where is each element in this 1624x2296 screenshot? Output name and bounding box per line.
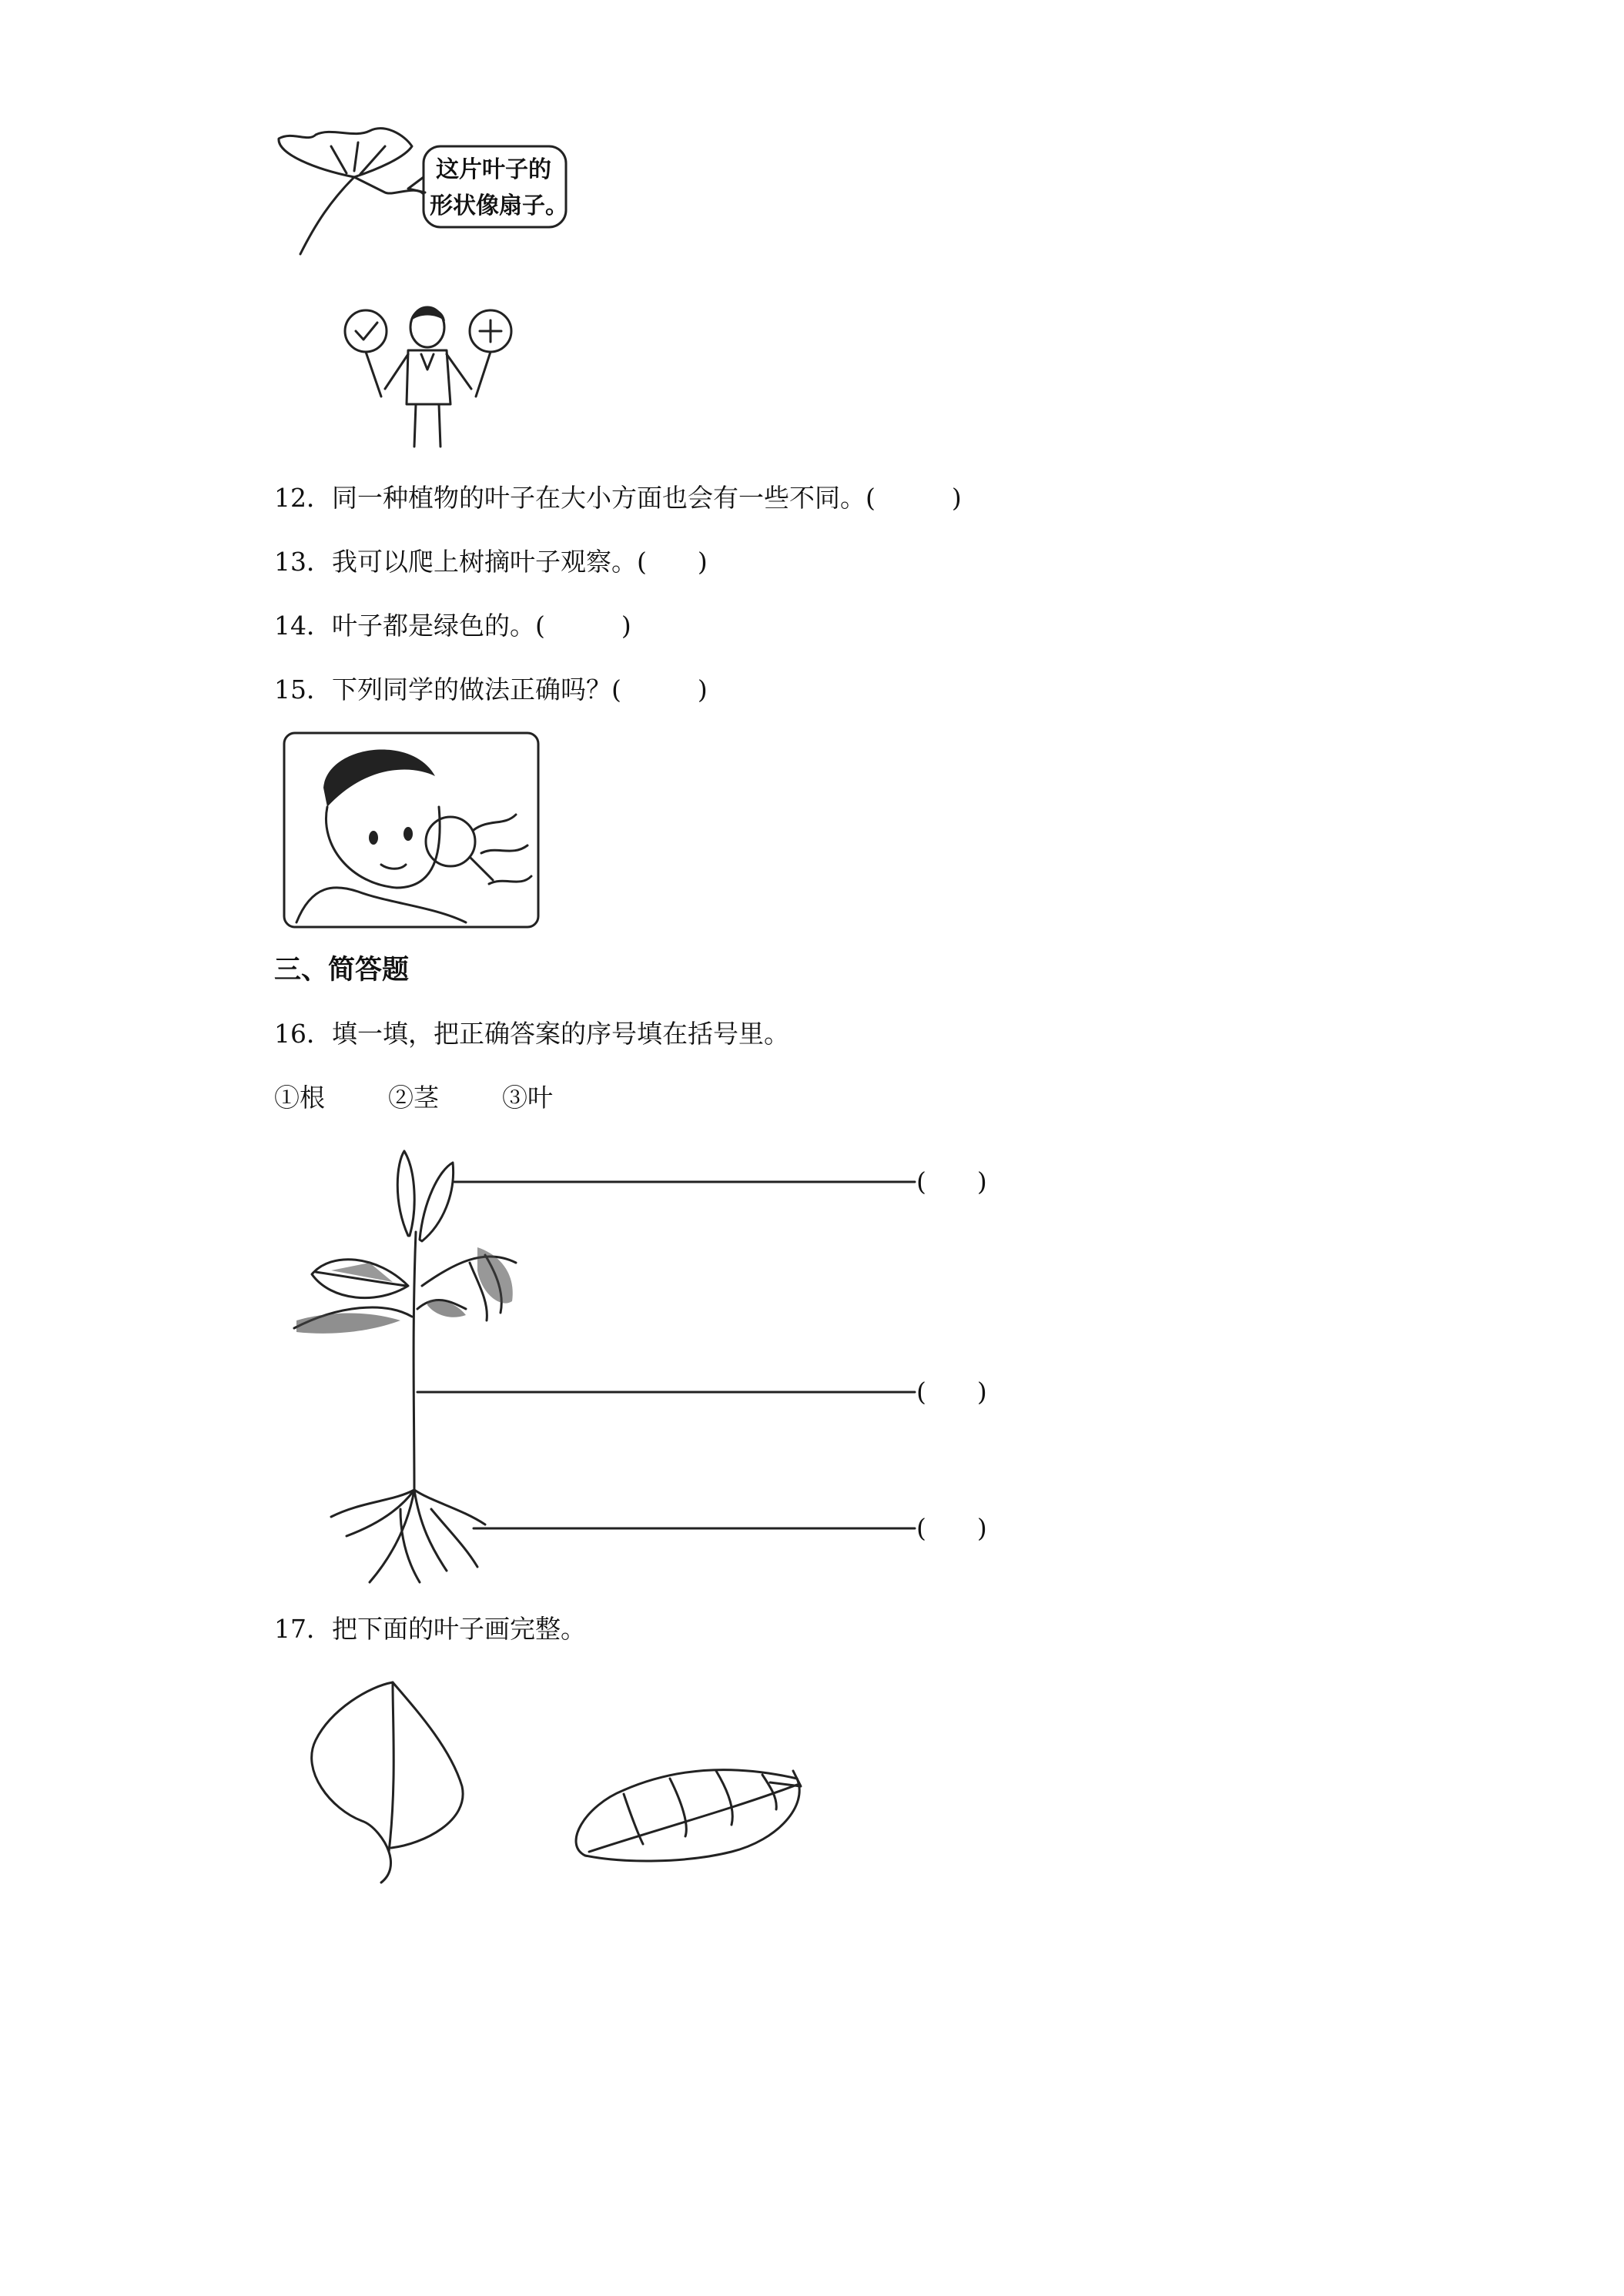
- question-15: 15．下列同学的做法正确吗？( ): [274, 674, 708, 705]
- question-12: 12．同一种植物的叶子在大小方面也会有一些不同。( ): [274, 483, 962, 513]
- question-13: 13．我可以爬上树摘叶子观察。( ): [274, 547, 708, 577]
- answer-blank-middle[interactable]: ( ): [916, 1377, 987, 1407]
- bubble-text-line1: 这片叶子的: [436, 156, 551, 183]
- boy-with-signs-illustration: [339, 296, 531, 450]
- half-leaves-drawing: [300, 1678, 832, 1886]
- answer-blank-top[interactable]: ( ): [916, 1166, 987, 1197]
- question-17: 17．把下面的叶子画完整。: [274, 1614, 586, 1644]
- bubble-text-line2: 形状像扇子。: [430, 192, 568, 219]
- answer-blank-bottom[interactable]: ( ): [916, 1513, 987, 1543]
- option-root: ①根: [274, 1083, 325, 1113]
- boy-magnifier-illustration: [281, 730, 543, 932]
- option-stem: ②茎: [388, 1083, 439, 1113]
- option-leaf: ③叶: [502, 1083, 553, 1113]
- question-14: 14．叶子都是绿色的。( ): [274, 611, 631, 641]
- section-3-title: 三、简答题: [274, 955, 410, 986]
- question-16: 16．填一填，把正确答案的序号填在括号里。: [274, 1019, 789, 1049]
